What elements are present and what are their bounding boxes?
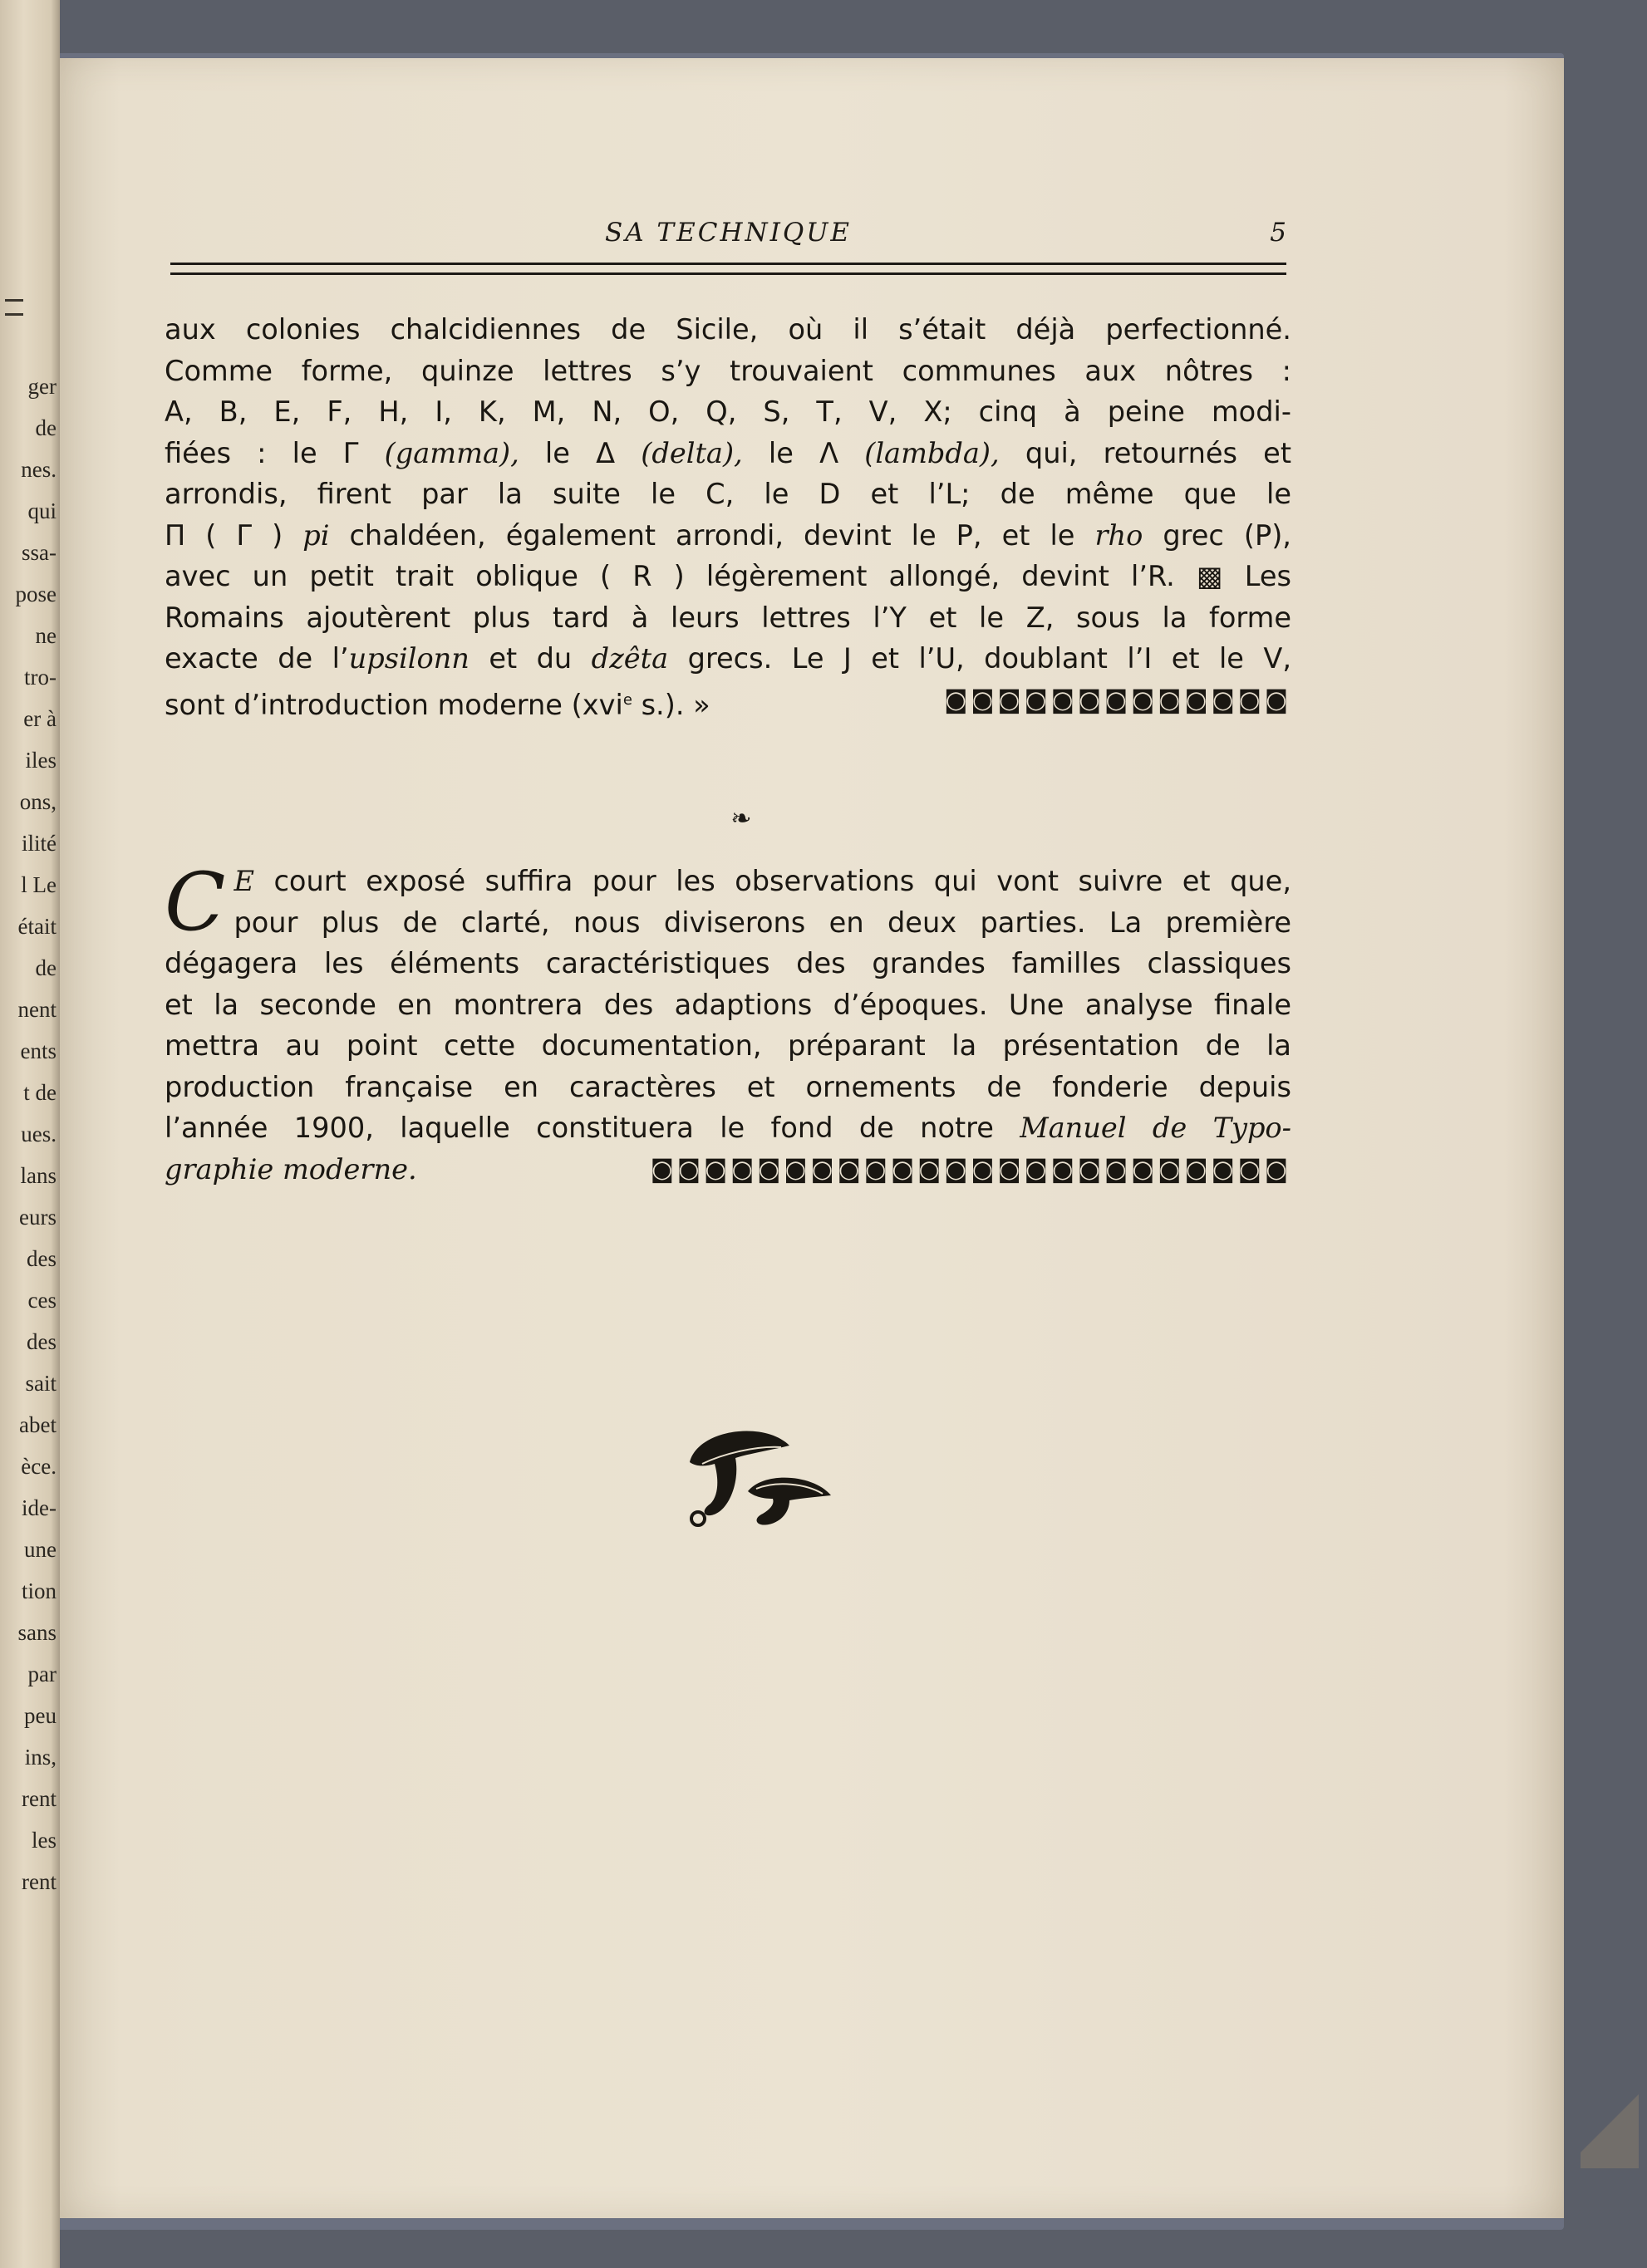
facing-page-fragment: iles [25, 748, 57, 773]
paragraph-1 [165, 309, 1291, 725]
facing-page-fragment: tro- [24, 665, 57, 690]
facing-page-fragment: tion [21, 1578, 57, 1603]
text-segment: dzêta [591, 642, 669, 675]
text-segment: dégagera les éléments caractéristiques des grandes familles classiques [165, 947, 1291, 979]
text-line [165, 309, 1291, 351]
facing-page-fragment: lans [20, 1163, 57, 1188]
text-segment: (delta), [641, 436, 743, 469]
facing-page-fragment: nes. [21, 457, 57, 482]
text-line [165, 597, 1291, 639]
text-segment: et du [469, 642, 592, 675]
text-segment: aux colonies chalcidiennes de Sicile, où il s’était déjà perfectionné. [165, 313, 1291, 346]
facing-page-fragment: abet [19, 1412, 57, 1437]
text-line [165, 680, 1291, 726]
facing-page-fragment: des [27, 1329, 57, 1354]
text-segment: et la seconde en montrera des adaptions d’époques. Une analyse finale [165, 988, 1291, 1021]
text-line [165, 902, 1291, 944]
text-segment: Comme forme, quinze lettres s’y trouvaient communes aux nôtres : [165, 354, 1291, 387]
text-segment: upsilonn [348, 642, 470, 675]
text-line [165, 556, 1291, 597]
text-line [165, 1107, 1291, 1149]
text-segment: le Λ [742, 436, 865, 469]
text-line [165, 474, 1291, 515]
fleuron-ornament: ❧ [730, 804, 752, 833]
text-segment: fiées : le Γ [165, 436, 385, 469]
text-line [165, 861, 1291, 902]
text-segment: s.). » [632, 688, 710, 721]
line-filler-ornament: ◙◙◙◙◙◙◙◙◙◙◙◙◙ [944, 685, 1291, 714]
text-segment: (gamma), [384, 436, 519, 469]
text-line [165, 433, 1291, 474]
facing-page-fragment: de [35, 415, 57, 440]
facing-page-fragment: ssa- [22, 540, 57, 565]
page-corner-wear [1581, 2077, 1639, 2168]
facing-page-fragment: l Le [21, 872, 57, 897]
facing-page-text-fragments [7, 366, 57, 1902]
facing-page-fragment: pose [15, 582, 57, 606]
facing-page-fragment: rent [22, 1869, 57, 1894]
facing-page-fragment: ilité [22, 831, 57, 856]
facing-page-fragment: les [32, 1828, 57, 1853]
facing-page-fragment: eurs [19, 1205, 57, 1230]
text-segment: production française en caractères et ornements de fonderie depuis [165, 1070, 1291, 1103]
text-segment: grec (P), [1143, 518, 1291, 552]
text-segment: Manuel de Typo- [1020, 1112, 1291, 1144]
facing-page-fragment: par [27, 1662, 57, 1686]
text-segment: Romains ajoutèrent plus tard à leurs lettres l’Y et le Z, sous la forme [165, 601, 1291, 634]
text-line [165, 984, 1291, 1026]
running-head [170, 218, 1286, 251]
text-segment: pi [302, 518, 330, 552]
text-segment: chaldéen, également arrondi, devint le P, et le [329, 518, 1095, 552]
facing-page-fragment: t de [23, 1080, 57, 1105]
facing-page-fragment: ces [27, 1288, 57, 1313]
facing-page-fragment: qui [27, 498, 57, 523]
facing-page-fragment: rent [22, 1786, 57, 1811]
text-segment: pour plus de clarté, nous diviserons en deux parties. La première [234, 906, 1291, 939]
facing-page-edge [0, 0, 60, 2268]
facing-page-fragment: ues. [21, 1122, 57, 1146]
running-rule-fragment [5, 299, 23, 316]
facing-page-fragment: èce. [21, 1454, 57, 1479]
facing-page-fragment: ins, [24, 1745, 57, 1770]
text-segment: qui, retournés et [999, 436, 1292, 469]
text-segment: graphie moderne. [165, 1152, 417, 1186]
facing-page-fragment: était [17, 914, 57, 939]
drop-cap: C [165, 856, 226, 949]
text-line [165, 1149, 1291, 1190]
running-head-title: SA TECHNIQUE [604, 218, 853, 248]
facing-page-fragment: nent [17, 997, 57, 1022]
facing-page-fragment: des [27, 1246, 57, 1271]
drop-cap-word: E [234, 865, 254, 897]
facing-page-fragment: une [24, 1537, 57, 1562]
text-line [165, 638, 1291, 680]
text-line [165, 1025, 1291, 1067]
facing-page-fragment: ons, [19, 789, 57, 814]
facing-page-fragment: ents [20, 1038, 57, 1063]
text-line [165, 943, 1291, 984]
text-segment: exacte de l’ [165, 642, 349, 675]
text-segment: Π ( Γ ) [165, 518, 303, 552]
paragraph-2 [165, 856, 1291, 1190]
facing-page-fragment: sans [17, 1620, 57, 1645]
page-number: 5 [1270, 218, 1286, 248]
text-segment: rho [1094, 518, 1143, 552]
text-segment: sont d’introduction moderne (xvi [165, 688, 623, 721]
text-segment: mettra au point cette documentation, préparant la présentation de la [165, 1029, 1291, 1062]
facing-page-fragment: de [35, 955, 57, 980]
line-filler-ornament: ◙◙◙◙◙◙◙◙◙◙◙◙◙◙◙◙◙◙◙◙◙◙◙◙ [650, 1154, 1291, 1183]
text-segment: court exposé suffira pour les observations qui vont suivre et que, [253, 865, 1291, 897]
facing-page-fragment: sait [25, 1371, 57, 1396]
text-segment: grecs. Le J et l’U, doublant l’I et le V, [668, 642, 1291, 675]
text-line [165, 1067, 1291, 1108]
text-segment: A, B, E, F, H, I, K, M, N, O, Q, S, T, V, X; cinq à peine modi- [165, 395, 1291, 428]
text-segment: (lambda), [864, 436, 1000, 469]
mushroom-vignette-icon [673, 1412, 839, 1537]
text-segment: le Δ [519, 436, 642, 469]
text-segment: l’année 1900, laquelle constituera le fond de notre [165, 1112, 1020, 1144]
facing-page-fragment: ide- [22, 1495, 57, 1520]
text-line [165, 515, 1291, 557]
facing-page-fragment: peu [24, 1703, 57, 1728]
text-line [165, 351, 1291, 392]
text-segment: avec un petit trait oblique ( R ) légèrement allongé, devint l’R. ▩ Les [165, 560, 1291, 592]
facing-page-fragment: ger [27, 374, 57, 399]
text-line [165, 391, 1291, 433]
facing-page-fragment: ne [35, 623, 57, 648]
text-segment: e [622, 690, 632, 709]
facing-page-fragment: er à [23, 706, 57, 731]
text-segment: arrondis, firent par la suite le C, le D et l’L; de même que le [165, 478, 1291, 510]
header-double-rule [170, 263, 1286, 275]
